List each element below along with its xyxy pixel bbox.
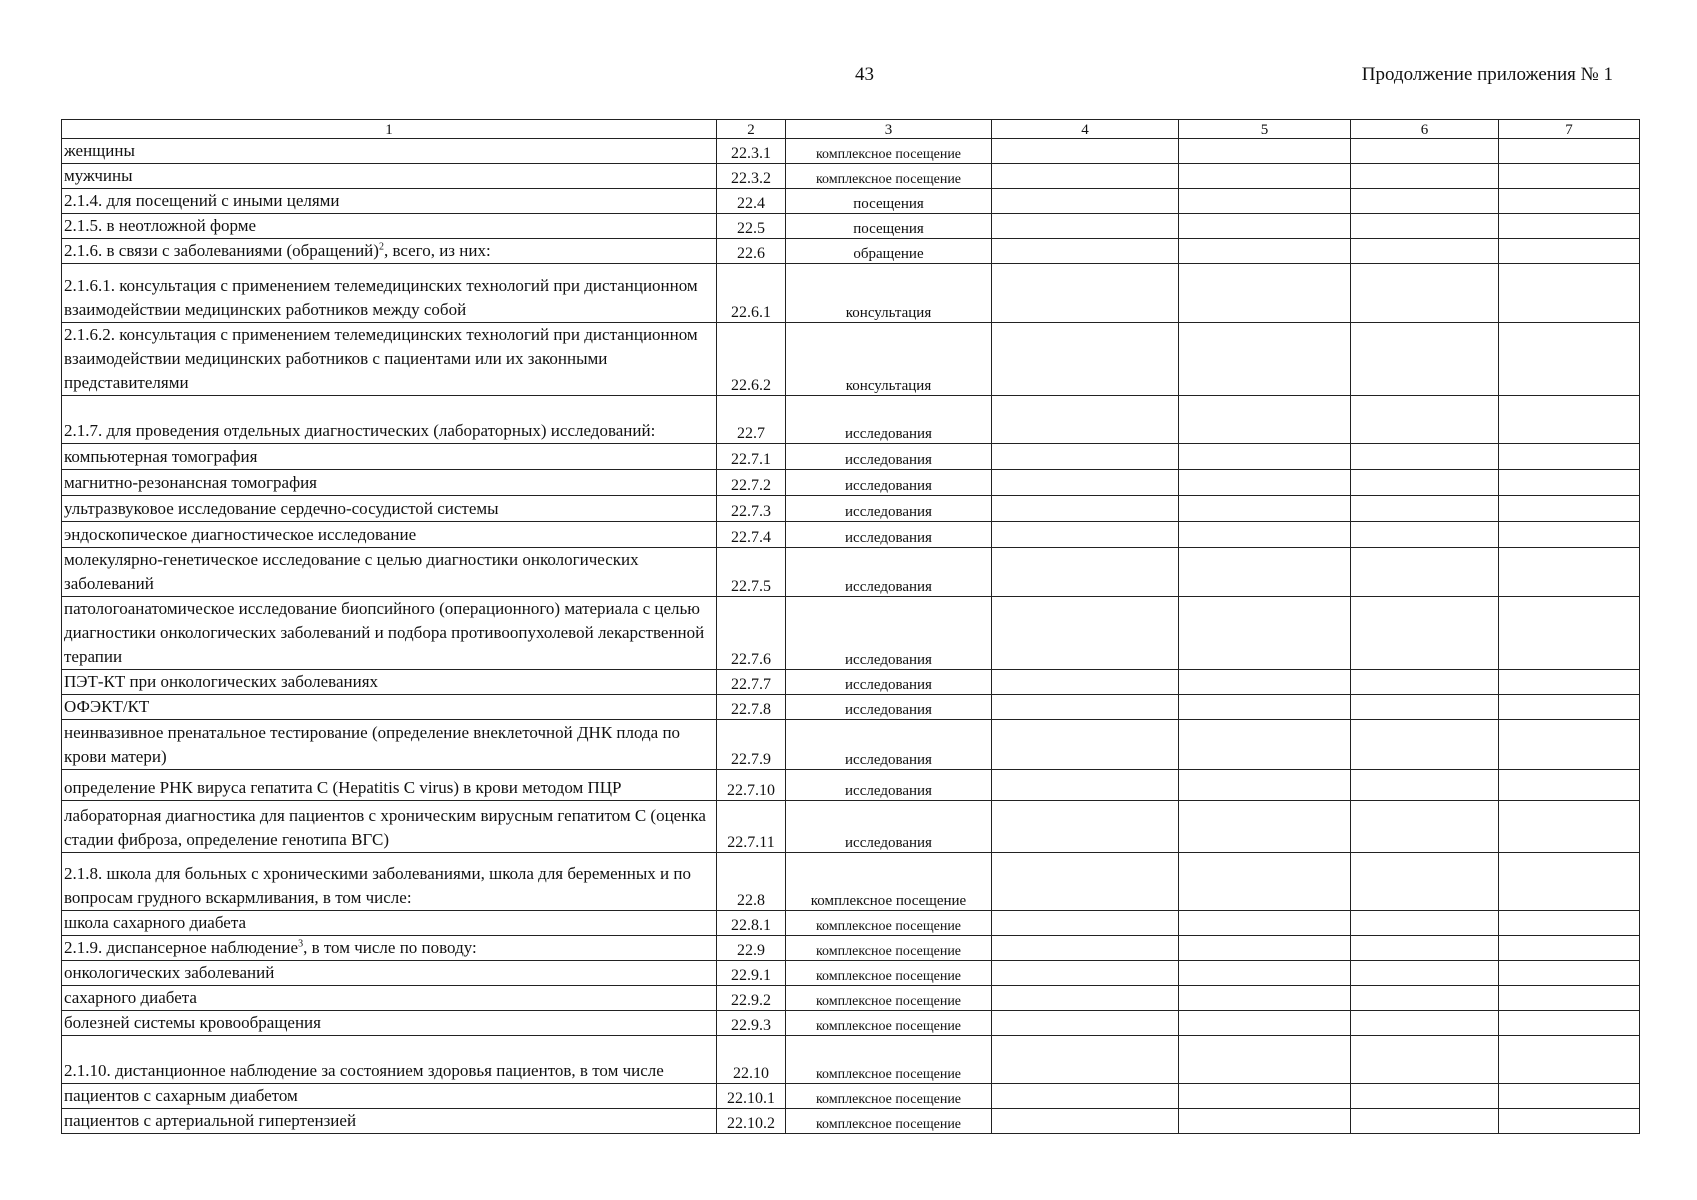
table-row (62, 695, 1640, 720)
empty-cell (992, 986, 1179, 1011)
row-unit: исследования (786, 470, 992, 496)
table-row (62, 214, 1640, 239)
row-code: 22.7.4 (717, 522, 786, 548)
row-name: ПЭТ-КТ при онкологических заболеваниях (62, 670, 717, 695)
table-row (62, 164, 1640, 189)
table-row (62, 470, 1640, 496)
column-header: 3 (786, 120, 992, 139)
empty-cell (1351, 961, 1499, 986)
empty-cell (1179, 164, 1351, 189)
empty-cell (992, 1084, 1179, 1109)
row-name (62, 936, 717, 961)
row-code: 22.3.2 (717, 164, 786, 189)
empty-cell (1179, 470, 1351, 496)
empty-cell (1179, 911, 1351, 936)
table-row (62, 961, 1640, 986)
table-row (62, 444, 1640, 470)
row-code: 22.6.2 (717, 323, 786, 396)
empty-cell (992, 695, 1179, 720)
row-unit: комплексное посещение (786, 139, 992, 164)
empty-cell (992, 770, 1179, 801)
row-name (62, 239, 717, 264)
empty-cell (992, 239, 1179, 264)
row-unit: консультация (786, 323, 992, 396)
empty-cell (992, 936, 1179, 961)
empty-cell (1351, 801, 1499, 853)
empty-cell (1351, 264, 1499, 323)
row-unit: комплексное посещение (786, 1084, 992, 1109)
empty-cell (1179, 444, 1351, 470)
row-unit: комплексное посещение (786, 1109, 992, 1134)
empty-cell (1499, 597, 1640, 670)
empty-cell (1179, 961, 1351, 986)
empty-cell (992, 1011, 1179, 1036)
empty-cell (992, 164, 1179, 189)
empty-cell (1351, 670, 1499, 695)
empty-cell (992, 444, 1179, 470)
empty-cell (992, 911, 1179, 936)
row-unit: комплексное посещение (786, 1011, 992, 1036)
empty-cell (992, 522, 1179, 548)
row-code: 22.7.2 (717, 470, 786, 496)
empty-cell (992, 1036, 1179, 1084)
table-row (62, 986, 1640, 1011)
empty-cell (1351, 1109, 1499, 1134)
empty-cell (1499, 264, 1640, 323)
empty-cell (1351, 770, 1499, 801)
empty-cell (1499, 214, 1640, 239)
table-row (62, 911, 1640, 936)
row-unit: исследования (786, 670, 992, 695)
row-name: эндоскопическое диагностическое исследование (62, 522, 717, 548)
row-name: неинвазивное пренатальное тестирование (определение внеклеточной ДНК плода по крови матери) (62, 720, 717, 770)
empty-cell (1351, 189, 1499, 214)
row-name-text: , всего, из них: (383, 241, 491, 260)
empty-cell (992, 264, 1179, 323)
row-code: 22.3.1 (717, 139, 786, 164)
row-unit: посещения (786, 214, 992, 239)
row-unit: исследования (786, 496, 992, 522)
empty-cell (1179, 239, 1351, 264)
empty-cell (992, 323, 1179, 396)
row-name: лабораторная диагностика для пациентов с хроническим вирусным гепатитом С (оценка стадии фиброза, определение генотипа ВГС) (62, 801, 717, 853)
empty-cell (1179, 597, 1351, 670)
empty-cell (1351, 548, 1499, 597)
column-header: 2 (717, 120, 786, 139)
empty-cell (992, 496, 1179, 522)
table-row (62, 853, 1640, 911)
empty-cell (1351, 936, 1499, 961)
footnote-marker: 3 (298, 938, 304, 950)
row-code: 22.9.3 (717, 1011, 786, 1036)
empty-cell (1499, 444, 1640, 470)
empty-cell (1351, 444, 1499, 470)
empty-cell (1351, 139, 1499, 164)
empty-cell (1351, 323, 1499, 396)
empty-cell (1179, 396, 1351, 444)
row-code: 22.7 (717, 396, 786, 444)
empty-cell (1351, 720, 1499, 770)
column-header: 5 (1179, 120, 1351, 139)
empty-cell (1499, 695, 1640, 720)
row-name: сахарного диабета (62, 986, 717, 1011)
table-row (62, 189, 1640, 214)
empty-cell (1351, 239, 1499, 264)
empty-cell (1351, 695, 1499, 720)
row-name: патологоанатомическое исследование биопсийного (операционного) материала с целью диагностики онкологических заболеваний и подбора противоопухолевой лекарственной терапии (62, 597, 717, 670)
empty-cell (992, 189, 1179, 214)
row-unit: исследования (786, 522, 992, 548)
table-row (62, 1011, 1640, 1036)
row-code: 22.4 (717, 189, 786, 214)
empty-cell (1499, 496, 1640, 522)
empty-cell (992, 597, 1179, 670)
empty-cell (1179, 670, 1351, 695)
empty-cell (1499, 720, 1640, 770)
row-unit: обращение (786, 239, 992, 264)
row-code: 22.6 (717, 239, 786, 264)
empty-cell (1499, 1109, 1640, 1134)
row-unit: комплексное посещение (786, 986, 992, 1011)
row-name: пациентов с сахарным диабетом (62, 1084, 717, 1109)
row-unit: исследования (786, 396, 992, 444)
row-name: определение РНК вируса гепатита C (Hepatitis C virus) в крови методом ПЦР (62, 770, 717, 801)
table-row (62, 720, 1640, 770)
row-unit: комплексное посещение (786, 1036, 992, 1084)
empty-cell (992, 1109, 1179, 1134)
row-name: 2.1.8. школа для больных с хроническими заболеваниями, школа для беременных и по вопросам грудного вскармливания, в том числе: (62, 853, 717, 911)
row-name: женщины (62, 139, 717, 164)
empty-cell (1351, 164, 1499, 189)
row-unit: консультация (786, 264, 992, 323)
empty-cell (1351, 496, 1499, 522)
column-header: 7 (1499, 120, 1640, 139)
row-name: 2.1.10. дистанционное наблюдение за состоянием здоровья пациентов, в том числе (62, 1036, 717, 1084)
column-number-row (62, 120, 1640, 139)
empty-cell (1179, 214, 1351, 239)
empty-cell (1499, 1011, 1640, 1036)
empty-cell (1351, 470, 1499, 496)
table-row (62, 1109, 1640, 1134)
empty-cell (992, 853, 1179, 911)
empty-cell (1499, 139, 1640, 164)
row-unit: исследования (786, 801, 992, 853)
row-name: 2.1.4. для посещений с иными целями (62, 189, 717, 214)
empty-cell (1499, 961, 1640, 986)
row-unit: комплексное посещение (786, 961, 992, 986)
empty-cell (1179, 522, 1351, 548)
empty-cell (1351, 986, 1499, 1011)
row-name: болезней системы кровообращения (62, 1011, 717, 1036)
empty-cell (1499, 911, 1640, 936)
empty-cell (992, 548, 1179, 597)
empty-cell (1179, 139, 1351, 164)
empty-cell (1351, 522, 1499, 548)
row-unit: исследования (786, 770, 992, 801)
table-row (62, 264, 1640, 323)
empty-cell (1351, 597, 1499, 670)
empty-cell (1351, 911, 1499, 936)
empty-cell (1499, 522, 1640, 548)
empty-cell (1499, 936, 1640, 961)
row-name-text: 2.1.9. диспансерное наблюдение (64, 938, 299, 957)
row-code: 22.10.1 (717, 1084, 786, 1109)
table-row (62, 239, 1640, 264)
empty-cell (1179, 264, 1351, 323)
table-row (62, 670, 1640, 695)
empty-cell (1499, 548, 1640, 597)
row-code: 22.8.1 (717, 911, 786, 936)
empty-cell (1351, 396, 1499, 444)
empty-cell (1351, 853, 1499, 911)
row-code: 22.7.10 (717, 770, 786, 801)
empty-cell (1499, 670, 1640, 695)
empty-cell (1499, 164, 1640, 189)
empty-cell (1179, 986, 1351, 1011)
empty-cell (1499, 770, 1640, 801)
table-row (62, 496, 1640, 522)
row-code: 22.8 (717, 853, 786, 911)
column-header: 1 (62, 120, 717, 139)
table-row (62, 548, 1640, 597)
row-code: 22.7.5 (717, 548, 786, 597)
row-code: 22.7.7 (717, 670, 786, 695)
empty-cell (992, 214, 1179, 239)
row-code: 22.5 (717, 214, 786, 239)
empty-cell (992, 801, 1179, 853)
table-row (62, 522, 1640, 548)
empty-cell (992, 139, 1179, 164)
row-code: 22.9.1 (717, 961, 786, 986)
empty-cell (992, 470, 1179, 496)
row-code: 22.7.9 (717, 720, 786, 770)
empty-cell (992, 961, 1179, 986)
empty-cell (1179, 695, 1351, 720)
row-name: школа сахарного диабета (62, 911, 717, 936)
row-code: 22.7.6 (717, 597, 786, 670)
column-header: 4 (992, 120, 1179, 139)
row-name-text: , в том числе по поводу: (303, 938, 477, 957)
empty-cell (1179, 189, 1351, 214)
empty-cell (1179, 1011, 1351, 1036)
row-unit: комплексное посещение (786, 936, 992, 961)
empty-cell (1179, 936, 1351, 961)
row-name: 2.1.6.2. консультация с применением телемедицинских технологий при дистанционном взаимодействии медицинских работников с пациентами или их законными представителями (62, 323, 717, 396)
empty-cell (1499, 801, 1640, 853)
table-row (62, 936, 1640, 961)
row-name: магнитно-резонансная томография (62, 470, 717, 496)
row-unit: исследования (786, 444, 992, 470)
empty-cell (1179, 496, 1351, 522)
row-unit: комплексное посещение (786, 164, 992, 189)
row-unit: комплексное посещение (786, 911, 992, 936)
row-name: компьютерная томография (62, 444, 717, 470)
empty-cell (1179, 1109, 1351, 1134)
empty-cell (1499, 1084, 1640, 1109)
empty-cell (1179, 323, 1351, 396)
table-row (62, 770, 1640, 801)
table-row (62, 801, 1640, 853)
row-code: 22.10.2 (717, 1109, 786, 1134)
empty-cell (1179, 1036, 1351, 1084)
row-code: 22.7.1 (717, 444, 786, 470)
row-name: 2.1.6.1. консультация с применением телемедицинских технологий при дистанционном взаимодействии медицинских работников между собой (62, 264, 717, 323)
row-code: 22.9 (717, 936, 786, 961)
empty-cell (992, 720, 1179, 770)
empty-cell (1179, 801, 1351, 853)
empty-cell (1499, 396, 1640, 444)
table-row (62, 1036, 1640, 1084)
row-unit: исследования (786, 720, 992, 770)
row-code: 22.7.3 (717, 496, 786, 522)
empty-cell (1499, 1036, 1640, 1084)
row-name: 2.1.7. для проведения отдельных диагностических (лабораторных) исследований: (62, 396, 717, 444)
empty-cell (1179, 1084, 1351, 1109)
empty-cell (1499, 239, 1640, 264)
empty-cell (1499, 323, 1640, 396)
empty-cell (1179, 853, 1351, 911)
row-code: 22.7.11 (717, 801, 786, 853)
empty-cell (1351, 1011, 1499, 1036)
table-row (62, 1084, 1640, 1109)
row-unit: исследования (786, 597, 992, 670)
row-name: 2.1.5. в неотложной форме (62, 214, 717, 239)
row-name: ультразвуковое исследование сердечно-сосудистой системы (62, 496, 717, 522)
empty-cell (992, 396, 1179, 444)
empty-cell (1179, 548, 1351, 597)
empty-cell (1351, 214, 1499, 239)
row-name: ОФЭКТ/КТ (62, 695, 717, 720)
footnote-marker: 2 (378, 241, 384, 253)
page-number: 43 (855, 64, 874, 85)
empty-cell (1499, 470, 1640, 496)
row-name: молекулярно-генетическое исследование с целью диагностики онкологических заболеваний (62, 548, 717, 597)
table-row (62, 396, 1640, 444)
continuation-label: Продолжение приложения № 1 (1361, 64, 1613, 85)
row-name-text: 2.1.6. в связи с заболеваниями (обращений) (64, 241, 379, 260)
column-header: 6 (1351, 120, 1499, 139)
empty-cell (1351, 1036, 1499, 1084)
table-row (62, 139, 1640, 164)
row-code: 22.6.1 (717, 264, 786, 323)
table-row (62, 323, 1640, 396)
empty-cell (1179, 770, 1351, 801)
row-unit: исследования (786, 548, 992, 597)
data-table (61, 119, 1640, 1134)
row-name: мужчины (62, 164, 717, 189)
empty-cell (1499, 986, 1640, 1011)
empty-cell (1351, 1084, 1499, 1109)
row-name: онкологических заболеваний (62, 961, 717, 986)
table-row (62, 597, 1640, 670)
row-code: 22.9.2 (717, 986, 786, 1011)
row-name: пациентов с артериальной гипертензией (62, 1109, 717, 1134)
row-code: 22.7.8 (717, 695, 786, 720)
row-unit: исследования (786, 695, 992, 720)
empty-cell (1499, 189, 1640, 214)
row-unit: посещения (786, 189, 992, 214)
empty-cell (992, 670, 1179, 695)
row-unit: комплексное посещение (786, 853, 992, 911)
row-code: 22.10 (717, 1036, 786, 1084)
empty-cell (1179, 720, 1351, 770)
empty-cell (1499, 853, 1640, 911)
